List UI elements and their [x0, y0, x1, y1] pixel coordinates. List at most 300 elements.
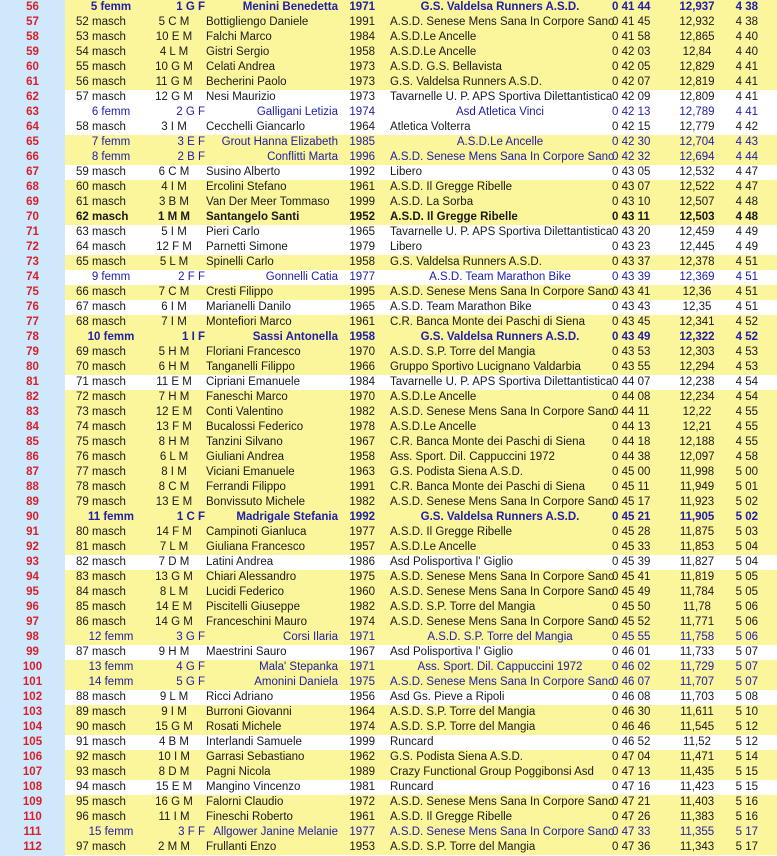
speed: 12,322 — [679, 331, 715, 343]
athlete-name: Susino Alberto — [206, 166, 281, 178]
birth-year: 1974 — [349, 616, 375, 628]
club-name: G.S. Podista Siena A.S.D. — [390, 466, 523, 478]
birth-year: 1965 — [349, 226, 375, 238]
overall-category-position: 11 femm — [87, 511, 135, 523]
speed: 12,35 — [682, 301, 712, 313]
table-row[interactable] — [0, 405, 777, 420]
birth-year: 1996 — [349, 151, 375, 163]
table-row[interactable] — [0, 765, 777, 780]
table-row[interactable] — [0, 795, 777, 810]
pace-per-km: 5 10 — [735, 706, 758, 718]
class-position: 9 L M — [159, 691, 189, 703]
club-name: A.S.D. Il Gregge Ribelle — [390, 526, 513, 538]
class-position: 3 F F — [178, 826, 205, 838]
speed: 11,875 — [679, 526, 715, 538]
pace-per-km: 4 43 — [735, 136, 758, 148]
birth-year: 1967 — [349, 646, 375, 658]
class-position: 5 L M — [159, 256, 189, 268]
club-name: Crazy Functional Group Poggibonsi Asd — [390, 766, 594, 778]
speed: 12,503 — [679, 211, 715, 223]
overall-category-position: 89 masch — [76, 706, 126, 718]
club-name: A.S.D. La Sorba — [390, 196, 474, 208]
finish-time: 0 46 46 — [612, 721, 651, 733]
table-row[interactable] — [0, 450, 777, 465]
speed: 11,703 — [679, 691, 715, 703]
table-row[interactable] — [0, 495, 777, 510]
birth-year: 1975 — [349, 676, 375, 688]
class-position: 10 I M — [158, 751, 190, 763]
pace-per-km: 4 49 — [735, 226, 758, 238]
pace-per-km: 5 00 — [735, 466, 758, 478]
table-row[interactable] — [0, 705, 777, 720]
speed: 12,445 — [679, 241, 715, 253]
table-row[interactable] — [0, 255, 777, 270]
athlete-name: Cecchelli Giancarlo — [206, 121, 306, 133]
birth-year: 1982 — [349, 601, 375, 613]
birth-year: 1964 — [349, 706, 375, 718]
row-number: 101 — [22, 676, 43, 688]
row-number: 75 — [26, 286, 39, 298]
class-position: 7 H M — [158, 391, 190, 403]
overall-category-position: 76 masch — [76, 451, 126, 463]
overall-category-position: 5 femm — [90, 1, 132, 13]
pace-per-km: 4 40 — [735, 31, 758, 43]
finish-time: 0 44 07 — [612, 376, 651, 388]
finish-time: 0 47 33 — [612, 826, 651, 838]
club-name: Libero — [390, 166, 422, 178]
club-name: A.S.D.Le Ancelle — [456, 136, 544, 148]
finish-time: 0 44 18 — [612, 436, 651, 448]
speed: 11,853 — [679, 541, 715, 553]
athlete-name: Ercolini Stefano — [206, 181, 287, 193]
pace-per-km: 5 07 — [735, 676, 758, 688]
class-position: 10 E M — [155, 31, 193, 43]
athlete-name: Grout Hanna Elizabeth — [221, 136, 338, 148]
row-number: 89 — [26, 496, 39, 508]
speed: 12,789 — [679, 106, 715, 118]
pace-per-km: 5 07 — [735, 661, 758, 673]
birth-year: 1995 — [349, 286, 375, 298]
row-number: 84 — [26, 421, 39, 433]
table-row[interactable] — [0, 600, 777, 615]
overall-category-position: 94 masch — [76, 781, 126, 793]
club-name: Asd Gs. Pieve a Ripoli — [390, 691, 505, 703]
finish-time: 0 43 37 — [612, 256, 651, 268]
birth-year: 1977 — [349, 526, 375, 538]
club-name: A.S.D. S.P. Torre del Mangia — [390, 601, 536, 613]
class-position: 8 I M — [161, 466, 187, 478]
overall-category-position: 57 masch — [76, 91, 126, 103]
class-position: 16 G M — [155, 796, 193, 808]
table-row[interactable] — [0, 330, 777, 345]
class-position: 14 F M — [156, 526, 192, 538]
pace-per-km: 4 52 — [735, 331, 758, 343]
class-position: 7 I M — [161, 316, 187, 328]
speed: 12,36 — [682, 286, 712, 298]
athlete-name: Nesi Maurizio — [206, 91, 276, 103]
row-number: 76 — [26, 301, 39, 313]
table-row[interactable] — [0, 105, 777, 120]
athlete-name: Giuliana Francesco — [206, 541, 306, 553]
club-name: G.S. Valdelsa Runners A.S.D. — [420, 1, 580, 13]
table-row[interactable] — [0, 540, 777, 555]
row-number: 73 — [26, 256, 39, 268]
row-number: 65 — [26, 136, 39, 148]
athlete-name: Ricci Adriano — [206, 691, 274, 703]
class-position: 1 I F — [181, 331, 205, 343]
speed: 12,532 — [679, 166, 715, 178]
row-number: 92 — [26, 541, 39, 553]
table-row[interactable] — [0, 315, 777, 330]
club-name: Runcard — [390, 781, 434, 793]
club-name: Tavarnelle U. P. APS Sportiva Dilettantistica — [390, 91, 613, 103]
class-position: 11 E M — [156, 376, 192, 388]
pace-per-km: 4 41 — [735, 61, 758, 73]
finish-time: 0 42 30 — [612, 136, 651, 148]
table-row[interactable] — [0, 15, 777, 30]
class-position: 9 I M — [161, 706, 187, 718]
club-name: Tavarnelle U. P. APS Sportiva Dilettantistica — [390, 226, 613, 238]
table-row[interactable] — [0, 615, 777, 630]
table-row[interactable] — [0, 585, 777, 600]
finish-time: 0 42 07 — [612, 76, 651, 88]
table-row[interactable] — [0, 720, 777, 735]
athlete-name: Sassi Antonella — [252, 331, 338, 343]
finish-time: 0 43 49 — [612, 331, 651, 343]
overall-category-position: 55 masch — [76, 61, 126, 73]
row-number: 77 — [26, 316, 39, 328]
athlete-name: Maestrini Sauro — [206, 646, 287, 658]
table-row[interactable] — [0, 645, 777, 660]
table-row[interactable] — [0, 840, 777, 855]
club-name: A.S.D.Le Ancelle — [390, 391, 477, 403]
athlete-name: Parnetti Simone — [206, 241, 288, 253]
pace-per-km: 4 38 — [735, 1, 758, 13]
table-row[interactable] — [0, 240, 777, 255]
row-number: 66 — [26, 151, 39, 163]
row-number: 91 — [26, 526, 39, 538]
table-row[interactable] — [0, 660, 777, 675]
birth-year: 1978 — [349, 421, 375, 433]
finish-time: 0 41 44 — [612, 1, 651, 13]
finish-time: 0 46 02 — [612, 661, 651, 673]
finish-time: 0 42 32 — [612, 151, 651, 163]
table-row[interactable] — [0, 285, 777, 300]
athlete-name: Bucalossi Federico — [206, 421, 304, 433]
overall-category-position: 53 masch — [76, 31, 126, 43]
speed: 11,905 — [679, 511, 715, 523]
overall-category-position: 67 masch — [76, 301, 126, 313]
table-row[interactable] — [0, 0, 777, 15]
finish-time: 0 43 43 — [612, 301, 651, 313]
table-row[interactable] — [0, 420, 777, 435]
pace-per-km: 4 55 — [735, 436, 758, 448]
overall-category-position: 97 masch — [76, 841, 126, 853]
club-name: C.R. Banca Monte dei Paschi di Siena — [390, 316, 585, 328]
finish-time: 0 44 13 — [612, 421, 651, 433]
class-position: 7 C M — [158, 286, 190, 298]
finish-time: 0 45 17 — [612, 496, 651, 508]
club-name: A.S.D. Il Gregge Ribelle — [390, 811, 513, 823]
overall-category-position: 66 masch — [76, 286, 126, 298]
club-name: A.S.D. S.P. Torre del Mangia — [390, 706, 536, 718]
overall-category-position: 90 masch — [76, 721, 126, 733]
club-name: Asd Polisportiva l' Giglio — [390, 556, 513, 568]
table-row[interactable] — [0, 480, 777, 495]
birth-year: 1999 — [349, 736, 375, 748]
row-number: 67 — [26, 166, 39, 178]
table-row[interactable] — [0, 375, 777, 390]
class-position: 15 E M — [155, 781, 193, 793]
birth-year: 1958 — [349, 256, 375, 268]
class-position: 9 H M — [158, 646, 190, 658]
class-position: 5 G F — [176, 676, 205, 688]
row-number: 107 — [22, 766, 43, 778]
row-number: 74 — [26, 271, 39, 283]
pace-per-km: 5 02 — [735, 496, 758, 508]
speed: 11,758 — [679, 631, 715, 643]
finish-time: 0 45 55 — [612, 631, 651, 643]
overall-category-position: 78 masch — [76, 481, 126, 493]
speed: 11,52 — [683, 736, 711, 748]
table-row[interactable] — [0, 750, 777, 765]
athlete-name: Bottigliengo Daniele — [206, 16, 309, 28]
club-name: C.R. Banca Monte dei Paschi di Siena — [390, 481, 585, 493]
club-name: A.S.D. Senese Mens Sana In Corpore Sano — [390, 16, 615, 28]
club-name: A.S.D. Senese Mens Sana In Corpore Sano — [390, 676, 615, 688]
speed: 11,355 — [679, 826, 715, 838]
finish-time: 0 43 39 — [612, 271, 651, 283]
table-row[interactable] — [0, 675, 777, 690]
birth-year: 1989 — [349, 766, 375, 778]
row-number: 87 — [26, 466, 39, 478]
athlete-name: Lucidi Federico — [206, 586, 284, 598]
overall-category-position: 65 masch — [76, 256, 126, 268]
club-name: A.S.D. S.P. Torre del Mangia — [390, 346, 536, 358]
pace-per-km: 4 55 — [735, 406, 758, 418]
speed: 12,21 — [682, 421, 712, 433]
finish-time: 0 43 53 — [612, 346, 651, 358]
speed: 12,238 — [679, 376, 715, 388]
finish-time: 0 45 11 — [612, 481, 650, 493]
table-row[interactable] — [0, 690, 777, 705]
overall-category-position: 85 masch — [76, 601, 126, 613]
athlete-name: Falorni Claudio — [206, 796, 284, 808]
table-row[interactable] — [0, 210, 777, 225]
table-row[interactable] — [0, 90, 777, 105]
table-row[interactable] — [0, 435, 777, 450]
speed: 12,188 — [679, 436, 715, 448]
birth-year: 1992 — [349, 511, 375, 523]
table-row[interactable] — [0, 300, 777, 315]
overall-category-position: 70 masch — [76, 361, 126, 373]
class-position: 14 E M — [155, 601, 193, 613]
table-row[interactable] — [0, 825, 777, 840]
athlete-name: Menini Benedetta — [242, 1, 338, 13]
class-position: 3 G F — [176, 631, 205, 643]
pace-per-km: 4 51 — [735, 271, 758, 283]
finish-time: 0 45 33 — [612, 541, 651, 553]
table-row[interactable] — [0, 45, 777, 60]
speed: 11,784 — [679, 586, 715, 598]
row-number: 81 — [26, 376, 39, 388]
row-number: 108 — [22, 781, 43, 793]
birth-year: 1965 — [349, 301, 375, 313]
table-row[interactable] — [0, 30, 777, 45]
club-name: C.R. Banca Monte dei Paschi di Siena — [390, 436, 585, 448]
pace-per-km: 5 07 — [735, 646, 758, 658]
overall-category-position: 9 femm — [91, 271, 131, 283]
pace-per-km: 5 14 — [735, 751, 758, 763]
athlete-name: Pagni Nicola — [206, 766, 271, 778]
row-number: 105 — [22, 736, 43, 748]
row-number: 103 — [22, 706, 43, 718]
speed: 12,341 — [679, 316, 715, 328]
pace-per-km: 5 15 — [735, 766, 758, 778]
birth-year: 1982 — [349, 406, 375, 418]
table-row[interactable] — [0, 345, 777, 360]
table-row[interactable] — [0, 810, 777, 825]
table-row[interactable] — [0, 60, 777, 75]
row-number: 68 — [26, 181, 39, 193]
athlete-name: Amonini Daniela — [254, 676, 338, 688]
birth-year: 1962 — [349, 751, 375, 763]
finish-time: 0 43 45 — [612, 316, 651, 328]
speed: 12,294 — [679, 361, 715, 373]
table-row[interactable] — [0, 525, 777, 540]
pace-per-km: 5 08 — [735, 691, 758, 703]
table-row[interactable] — [0, 465, 777, 480]
overall-category-position: 58 masch — [76, 121, 126, 133]
athlete-name: Giuliani Andrea — [206, 451, 284, 463]
speed: 11,827 — [679, 556, 715, 568]
birth-year: 1975 — [349, 571, 375, 583]
speed: 11,611 — [680, 706, 714, 718]
club-name: A.S.D.Le Ancelle — [390, 31, 477, 43]
table-row[interactable] — [0, 390, 777, 405]
club-name: A.S.D. Senese Mens Sana In Corpore Sano — [390, 586, 615, 598]
speed: 11,733 — [679, 646, 715, 658]
finish-time: 0 46 07 — [612, 676, 651, 688]
speed: 11,545 — [679, 721, 715, 733]
athlete-name: Floriani Francesco — [206, 346, 301, 358]
speed: 12,809 — [679, 91, 715, 103]
class-position: 6 I M — [161, 301, 187, 313]
overall-category-position: 95 masch — [76, 796, 126, 808]
class-position: 1 M M — [158, 211, 190, 223]
club-name: Asd Atletica Vinci — [455, 106, 544, 118]
table-row[interactable] — [0, 180, 777, 195]
table-row[interactable] — [0, 75, 777, 90]
row-number: 59 — [26, 46, 39, 58]
table-row[interactable] — [0, 555, 777, 570]
table-row[interactable] — [0, 135, 777, 150]
speed: 12,522 — [679, 181, 715, 193]
speed: 11,998 — [679, 466, 715, 478]
finish-time: 0 42 15 — [612, 121, 651, 133]
athlete-name: Tanganelli Filippo — [206, 361, 295, 373]
club-name: A.S.D. Senese Mens Sana In Corpore Sano — [390, 286, 615, 298]
table-row[interactable] — [0, 735, 777, 750]
class-position: 8 H M — [158, 436, 190, 448]
overall-category-position: 74 masch — [76, 421, 126, 433]
table-row[interactable] — [0, 225, 777, 240]
row-number: 111 — [23, 826, 42, 838]
birth-year: 1973 — [349, 61, 375, 73]
class-position: 11 G M — [155, 76, 193, 88]
table-row[interactable] — [0, 195, 777, 210]
birth-year: 1999 — [349, 196, 375, 208]
club-name: Gruppo Sportivo Lucignano Valdarbia — [390, 361, 581, 373]
speed: 12,779 — [679, 121, 715, 133]
speed: 12,22 — [682, 406, 712, 418]
speed: 12,234 — [679, 391, 715, 403]
pace-per-km: 5 05 — [735, 571, 758, 583]
speed: 11,729 — [679, 661, 715, 673]
table-row[interactable] — [0, 630, 777, 645]
overall-category-position: 91 masch — [76, 736, 126, 748]
table-row[interactable] — [0, 510, 777, 525]
pace-per-km: 4 52 — [735, 316, 758, 328]
row-number: 98 — [26, 631, 39, 643]
athlete-name: Gonnelli Catia — [265, 271, 338, 283]
class-position: 7 L M — [159, 541, 189, 553]
class-position: 6 H M — [158, 361, 190, 373]
row-number: 62 — [26, 91, 39, 103]
athlete-name: Viciani Emanuele — [206, 466, 295, 478]
class-position: 12 E M — [155, 406, 193, 418]
speed: 12,303 — [679, 346, 715, 358]
club-name: G.S. Podista Siena A.S.D. — [390, 751, 523, 763]
overall-category-position: 7 femm — [91, 136, 131, 148]
table-row[interactable] — [0, 165, 777, 180]
table-row[interactable] — [0, 570, 777, 585]
table-row[interactable] — [0, 270, 777, 285]
birth-year: 1958 — [349, 451, 375, 463]
athlete-name: Becherini Paolo — [206, 76, 287, 88]
class-position: 6 C M — [158, 166, 190, 178]
club-name: G.S. Valdelsa Runners A.S.D. — [420, 511, 580, 523]
row-number: 110 — [23, 811, 42, 823]
pace-per-km: 5 17 — [735, 841, 758, 853]
class-position: 2 G F — [176, 106, 205, 118]
overall-category-position: 73 masch — [76, 406, 126, 418]
class-position: 4 L M — [159, 46, 189, 58]
class-position: 13 F M — [156, 421, 192, 433]
row-number: 78 — [26, 331, 39, 343]
birth-year: 1981 — [349, 781, 375, 793]
class-position: 4 I M — [161, 181, 187, 193]
table-row[interactable] — [0, 120, 777, 135]
club-name: A.S.D. Senese Mens Sana In Corpore Sano — [390, 616, 615, 628]
table-row[interactable] — [0, 150, 777, 165]
birth-year: 1971 — [349, 1, 375, 13]
table-row[interactable] — [0, 780, 777, 795]
birth-year: 1972 — [349, 796, 375, 808]
class-position: 4 B M — [158, 736, 190, 748]
speed: 11,383 — [679, 811, 715, 823]
table-row[interactable] — [0, 360, 777, 375]
overall-category-position: 87 masch — [76, 646, 126, 658]
pace-per-km: 4 41 — [735, 76, 758, 88]
speed: 12,865 — [679, 31, 715, 43]
athlete-name: Piscitelli Giuseppe — [206, 601, 300, 613]
row-number: 85 — [26, 436, 39, 448]
class-position: 5 I M — [161, 226, 187, 238]
row-number: 71 — [26, 226, 39, 238]
pace-per-km: 4 53 — [735, 361, 758, 373]
birth-year: 1953 — [349, 841, 375, 853]
